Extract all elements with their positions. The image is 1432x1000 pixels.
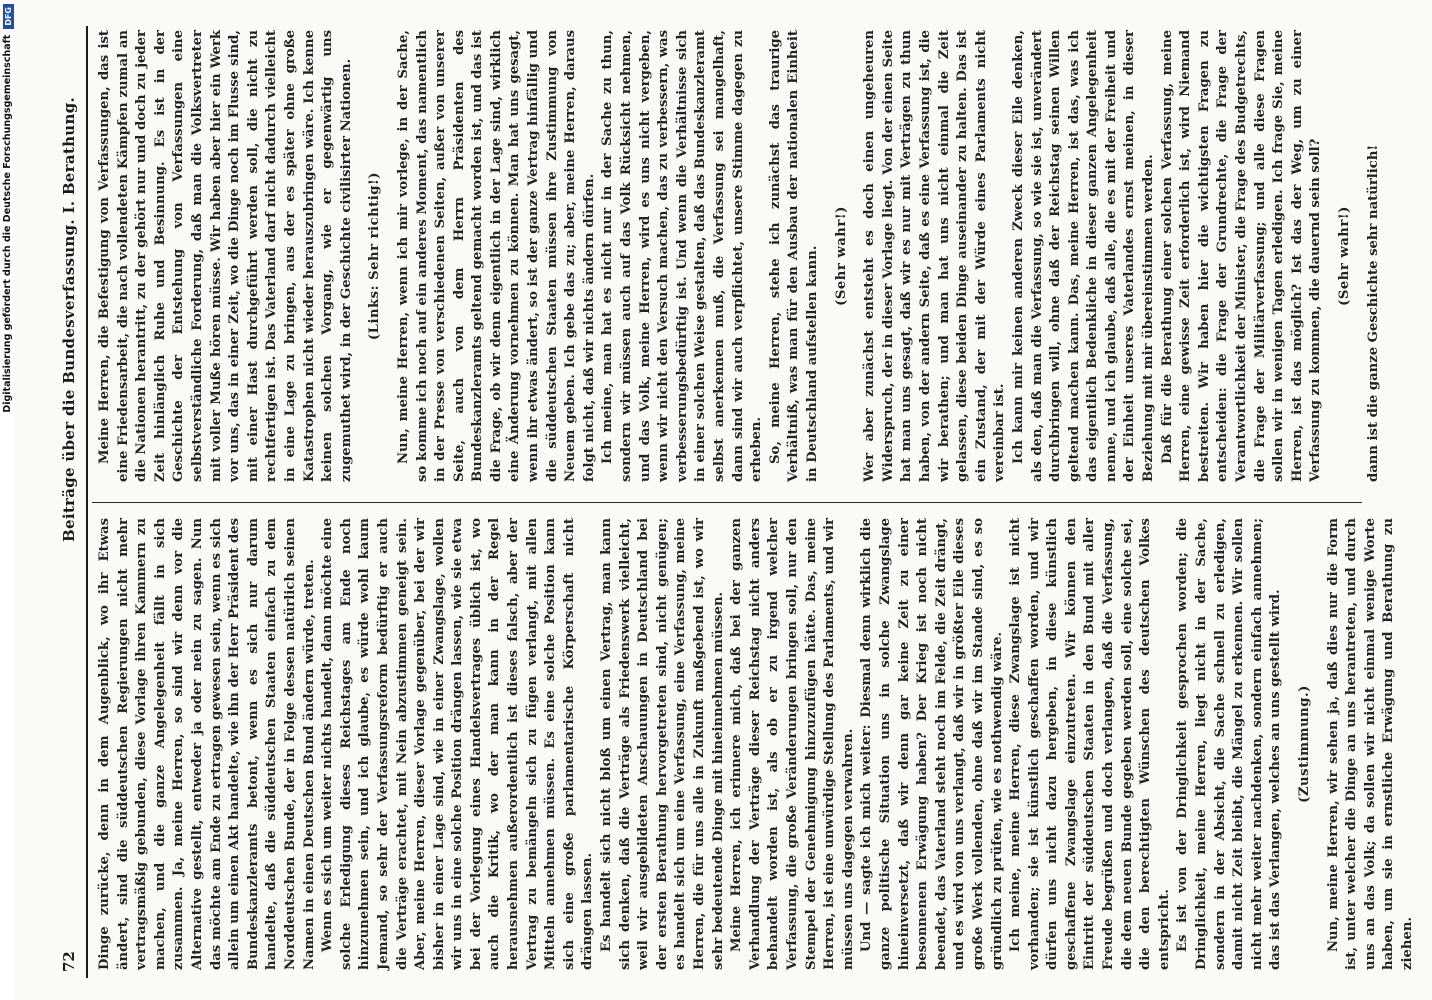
paragraph: Wer aber zunächst entsteht es doch einen ungeheuren Widerspruch, der in dieser Vorlage liegt. Von der einen Seite hat man uns gesagt, daß wir es nur mit Verträgen zu thun haben, von der andern Seite, daß es eine Verfassung ist, die wir berathen; und man hat uns nicht einmal die Zeit gelassen, diese beiden Dinge auseinander zu halten. Das ist ein Zustand, der mit der Würde eines Parlaments nicht vereinbar ist.: [862, 30, 1008, 482]
paragraph: Meine Herren, ich erinnere mich, daß bei der ganzen Verhandlung der Verträge dieser Reichstag nicht anders behandelt worden ist, als ob er zu irgend welcher Verfassung, die große Veränderungen bringen soll, nur den Stempel der Genehmigung hinzuzufügen hätte. Das, meine Herren, ist eine unwürdige Stellung des Parlaments, und wir müssen uns dagegen verwahren.: [729, 518, 856, 970]
remark-applause: (Zustimmung.): [1297, 685, 1312, 803]
left-column: [96, 518, 1415, 970]
paragraph: Wenn es sich um weiter nichts handelt, dann möchte eine solche Erledigung dieses Reichstages am Ende noch hinzunehmen sein, und ich glaube, es würde wohl kaum Jemand, so sehr der Verfassungsreform bedürftig er auch die Verträge erachtet, mit Nein abzustimmen geneigt sein. Aber, meine Herren, dieser Vorlage gegenüber, bei der wir bisher in einer Lage sind, wie in einer Zwangslage, wollen wir uns in eine solche Position drängen lassen, wie sie etwa bei der Vorlegung eines Handelsvertrages üblich ist, wo auch die Kritik, wo der man kann in der Regel herausnehmen außerordentlich ist dieses falsch, aber der Vertrag zu bemängeln sich zu fügen verlangt, mit allen Mitteln annehmen müssen. Es eine solche Position kann sich eine große parlamentarische Körperschaft nicht drängen lassen.: [320, 518, 596, 970]
scanned-page: [14, 0, 1432, 1000]
paragraph: So, meine Herren, stehe ich zunächst das traurige Verhältniß, was man für den Ausbau der nationalen Einheit in Deutschland aufstellen kann.: [767, 30, 820, 482]
page-number: 72: [60, 951, 78, 972]
remark-left-very-true: (Links: Sehr richtig!): [367, 171, 383, 341]
column-rule: [92, 502, 1362, 503]
closing-line: dann ist die ganze Geschichte sehr natürlich!: [1365, 144, 1381, 482]
paragraph: Ich meine, meine Herren, diese Zwangslage ist nicht vorhanden; sie ist künstlich geschaffen worden, und wir dürfen uns nicht dazu hergeben, in diese künstlich geschaffene Zwangslage einzutreten. Wir können den Eintritt der süddeutschen Staaten in den Bund mit aller Freude begrüßen und doch verlangen, daß die Verfassung, die dem neuen Bunde gegeben werden soll, eine solche sei, die den berechtigten Wünschen des deutschen Volkes entspricht.: [1008, 518, 1172, 970]
credit-strip: [0, 0, 14, 1000]
rotated-page: [52, 12, 1415, 992]
right-column: [96, 30, 1381, 482]
remark-very-true: (Sehr wahr!): [833, 206, 849, 306]
paragraph: Es ist von der Dringlichkeit gesprochen worden; die Dringlichkeit, meine Herren, liegt nicht in der Sache, sondern in der Absicht, die Sache schnell zu erledigen, damit nicht Zeit bleibt, die Mängel zu erkennen. Wir sollen nicht mehr weiter nachdenken, sondern einfach annehmen; das ist das Verlangen, welches an uns gestellt wird.: [1175, 518, 1284, 970]
paragraph: Nun, meine Herren, wenn ich mir vorlege, in der Sache, so komme ich noch auf ein anderes Moment, das namentlich in der Presse von verschiedenen Seiten, außer von unserer Seite, auch von dem Herrn Präsidenten des Bundeskanzleramts geltend gemacht worden ist, und das ist die Frage, ob wir denn eigentlich in der Lage sind, wirklich eine Änderung vornehmen zu können. Man hat uns gesagt, wenn ihr etwas ändert, so ist der ganze Vertrag hinfällig und die süddeutschen Staaten müssen ihre Zustimmung von Neuem geben. Ich gebe das zu; aber, meine Herren, daraus folgt nicht, daß wir nichts ändern dürfen.: [395, 30, 597, 482]
paragraph: Nun, meine Herren, wir sehen ja, daß dies nur die Form ist, unter welcher die Dinge an uns herantreten, und durch uns an das Volk; da sollen wir nicht einmal wenige Worte haben, um sie in ernstliche Erwägung und Berathung zu ziehen.: [1325, 518, 1415, 970]
paragraph: Meine Herren, die Befestigung von Verfassungen, das ist eine Friedensarbeit, die nach vollendeten Kämpfen zumal an die Nationen herantritt, zu der gehört nur und doch zu jeder Zeit hinlänglich Ruhe und Besinnung. Es ist in der Geschichte der Entstehung von Verfassungen eine selbstverständliche Forderung, daß man die Volksvertreter mit voller Muße hören müsse. Wir haben aber hier ein Werk vor uns, das in einer Zeit, wo die Dinge noch im Flusse sind, mit einer Hast durchgeführt werden soll, die nicht zu rechtfertigen ist. Das Vaterland darf nicht dadurch vielleicht in eine Lage zu bringen, aus der es später ohne große Katastrophen nicht wieder herauszubringen wäre. Ich kenne keinen solchen Vorgang, wie er gegenwärtig uns zugemuthet wird, in der Geschichte civilisirter Nationen.: [97, 30, 354, 482]
paragraph: Es handelt sich nicht bloß um einen Vertrag, man kann sich denken, daß die Verträge als Friedenswerk vielleicht, weil wir ausgebildeten Anschauungen in Deutschland bei der ersten Berathung hervorgetreten sind, nicht genügen; es handelt sich um eine Verfassung, eine Verfassung, meine Herren, die für uns alle in Zukunft maßgebend ist, wo wir sehr bedeutende Dinge mit hineinnehmen müssen.: [599, 518, 726, 970]
dfg-logo-icon: DFG: [3, 4, 14, 29]
header-rule: [86, 26, 88, 978]
paragraph: Dinge zurücke, denn in dem Augenblick, wo ihr Etwas ändert, sind die süddeutschen Regierungen nicht mehr vertragsmäßig gebunden, diese Vorlage ihren Kammern zu machen, und die ganze Angelegenheit fällt in sich zusammen. Ja, meine Herren, so sind wir denn vor die Alternative gestellt, entweder ja oder nein zu sagen. Nun das möchte am Ende zu ertragen gewesen sein, wenn es sich allein um einen Akt handelte, wie ihn der Herr Präsident des Bundeskanzleramts betont, wenn es sich nur darum handelte, daß die süddeutschen Staaten einfach zu dem Norddeutschen Bunde, der in Folge dessen natürlich seinen Namen in einen Deutschen Bund ändern würde, treten.: [97, 518, 317, 970]
paragraph: Ich kann mir keinen anderen Zweck dieser Eile denken, als den, daß man die Verfassung, so wie sie ist, unverändert durchbringen will, ohne daß der Reichstag seinen Willen geltend machen kann. Das, meine Herren, ist das, was ich das eigentlich Bedenkliche in dieser ganzen Angelegenheit nenne, und ich glaube, daß alle, die es mit der Freiheit und der Einheit unseres Vaterlandes ernst meinen, in dieser Beziehung mit mir übereinstimmen werden.: [1010, 30, 1157, 482]
credit-line: [1, 0, 15, 1000]
paragraph: Und — sagte ich mich weiter: Diesmal denn wirklich die ganze politische Situation uns in solche Zwangslage hineinversetzt, daß wir denn gar keine Zeit zu einer besonnenen Erwägung haben? Der Krieg ist noch nicht beendet, das Vaterland steht noch im Felde, die Zeit drängt, und es wird von uns verlangt, daß wir in größter Eile dieses große Werk vollenden, ohne daß wir im Stande sind, es so gründlich zu prüfen, wie es nothwendig wäre.: [859, 518, 1005, 970]
running-title: Beiträge über die Bundesverfassung. I. Berathung.: [60, 96, 78, 542]
credit-text: Digitalisierung gefördert durch die Deutsche Forschungsgemeinschaft: [2, 34, 13, 413]
remark-very-true-2: (Sehr wahr!): [1337, 206, 1352, 306]
running-head: [60, 32, 86, 972]
paragraph: Daß für die Berathung einer solchen Verfassung, meine Herren, eine gewisse Zeit erforderlich ist, wird Niemand bestreiten. Wir haben hier die wichtigsten Fragen zu entscheiden: die Frage der Grundrechte, die Frage der Verantwortlichkeit der Minister, die Frage des Budgetrechts, die Frage der Militärverfassung; und alle diese Fragen sollen wir in wenigen Tagen erledigen. Ich frage Sie, meine Herren, ist das möglich? Ist das der Weg, um zu einer Verfassung zu kommen, die dauernd sein soll?: [1159, 30, 1324, 482]
paragraph: Ich meine, man hat es nicht nur in der Sache zu thun, sondern wir müssen auch auf das Volk Rücksicht nehmen, und das Volk, meine Herren, wird es uns nicht vergeben, wenn wir nicht den Versuch machen, das zu verbessern, was verbesserungsbedürftig ist. Und wenn die Verhältnisse sich in einer solchen Weise gestalten, daß das Bundeskanzleramt selbst anerkennen muß, die Verfassung sei mangelhaft, dann sind wir auch verpflichtet, unsere Stimme dagegen zu erheben.: [600, 30, 765, 482]
